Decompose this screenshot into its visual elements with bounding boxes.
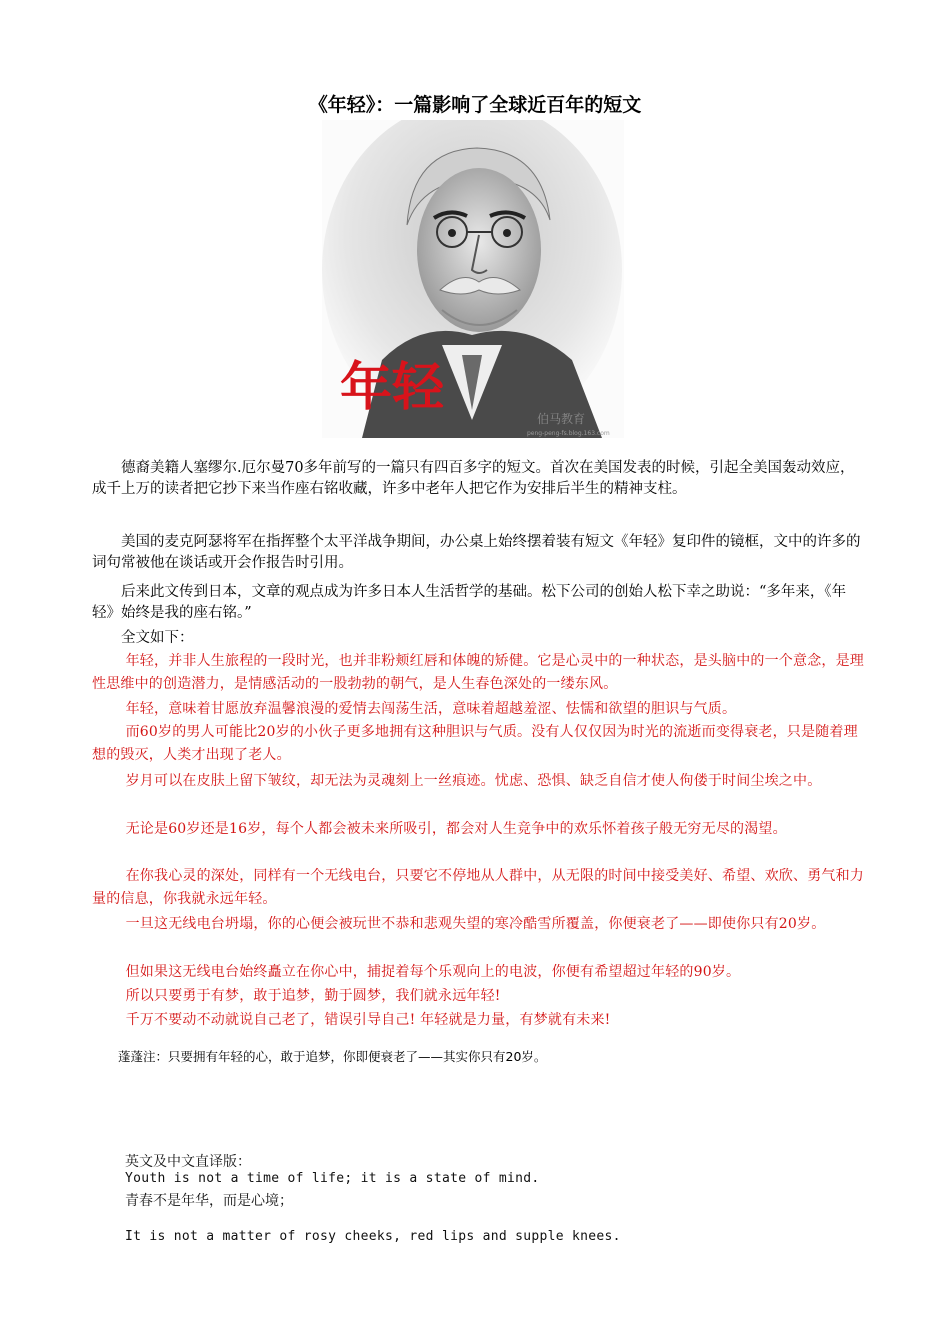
fulltext-paragraph: 年轻，意味着甘愿放弃温馨浪漫的爱情去闯荡生活，意味着超越羞涩、怯懦和欲望的胆识与气质。 bbox=[125, 701, 737, 717]
editor-note: 蓬蓬注：只要拥有年轻的心，敢于追梦，你即便衰老了——其实你只有20岁。 bbox=[118, 1049, 547, 1064]
document-title: 《年轻》：一篇影响了全球近百年的短文 bbox=[308, 94, 642, 116]
chinese-translation-line: 青春不是年华，而是心境； bbox=[125, 1193, 293, 1209]
english-line: It is not a matter of rosy cheeks, red lips and supple knees. bbox=[125, 1229, 621, 1244]
fulltext-paragraph: 岁月可以在皮肤上留下皱纹，却无法为灵魂刻上一丝痕迹。忧虑、恐惧、缺乏自信才使人佝偻于时间尘埃之中。 bbox=[125, 773, 822, 789]
fulltext-paragraph: 在你我心灵的深处，同样有一个无线电台，只要它不停地从人群中，从无限的时间中接受美好、希望、欢欣、勇气和力量的信息，你我就永远年轻。 bbox=[92, 868, 864, 907]
fulltext-paragraph: 年轻，并非人生旅程的一段时光，也并非粉颊红唇和体魄的矫健。它是心灵中的一种状态，是头脑中的一个意念，是理性思维中的创造潜力，是情感活动的一股勃勃的朝气，是人生春色深处的一缕东风。 bbox=[92, 653, 864, 692]
fulltext-paragraph: 而60岁的男人可能比20岁的小伙子更多地拥有这种胆识与气质。没有人仅仅因为时光的流逝而变得衰老，只是随着理想的毁灭，人类才出现了老人。 bbox=[92, 724, 858, 763]
portrait-sketch bbox=[322, 120, 624, 438]
portrait-image bbox=[322, 120, 624, 438]
watermark-text: 伯马教育 bbox=[537, 412, 586, 426]
fulltext-paragraph: 千万不要动不动就说自己老了，错误引导自己! 年轻就是力量，有梦就有未来! bbox=[125, 1012, 611, 1028]
fulltext-paragraph: 一旦这无线电台坍塌，你的心便会被玩世不恭和悲观失望的寒冷酷雪所覆盖，你便衰老了——即使你只有20岁。 bbox=[125, 916, 826, 932]
stamp-text: 年轻 bbox=[340, 358, 445, 418]
watermark-url: peng-peng-fs.blog.163.com bbox=[527, 430, 610, 437]
intro-paragraph: 美国的麦克阿瑟将军在指挥整个太平洋战争期间，办公桌上始终摆着装有短文《年轻》复印件的镜框，文中的许多的词句常被他在谈话或开会作报告时引用。 bbox=[92, 534, 861, 571]
english-line: Youth is not a time of life; it is a state of mind. bbox=[125, 1171, 540, 1186]
intro-paragraph: 德裔美籍人塞缪尔.厄尔曼70多年前写的一篇只有四百多字的短文。首次在美国发表的时候，引起全美国轰动效应，成千上万的读者把它抄下来当作座右铭收藏，许多中老年人把它作为安排后半生的精神支柱。 bbox=[92, 460, 855, 497]
fulltext-paragraph: 所以只要勇于有梦，敢于追梦，勤于圆梦，我们就永远年轻! bbox=[125, 988, 501, 1004]
intro-paragraph: 后来此文传到日本，文章的观点成为许多日本人生活哲学的基础。松下公司的创始人松下幸之助说：“多年来，《年轻》始终是我的座右铭。” bbox=[92, 584, 847, 621]
english-section-heading: 英文及中文直译版： bbox=[125, 1154, 251, 1170]
fulltext-paragraph: 无论是60岁还是16岁，每个人都会被未来所吸引，都会对人生竞争中的欢乐怀着孩子般无穷无尽的渴望。 bbox=[125, 821, 787, 837]
intro-paragraph: 全文如下： bbox=[121, 630, 194, 646]
fulltext-paragraph: 但如果这无线电台始终矗立在你心中，捕捉着每个乐观向上的电波，你便有希望超过年轻的90岁。 bbox=[125, 964, 741, 980]
